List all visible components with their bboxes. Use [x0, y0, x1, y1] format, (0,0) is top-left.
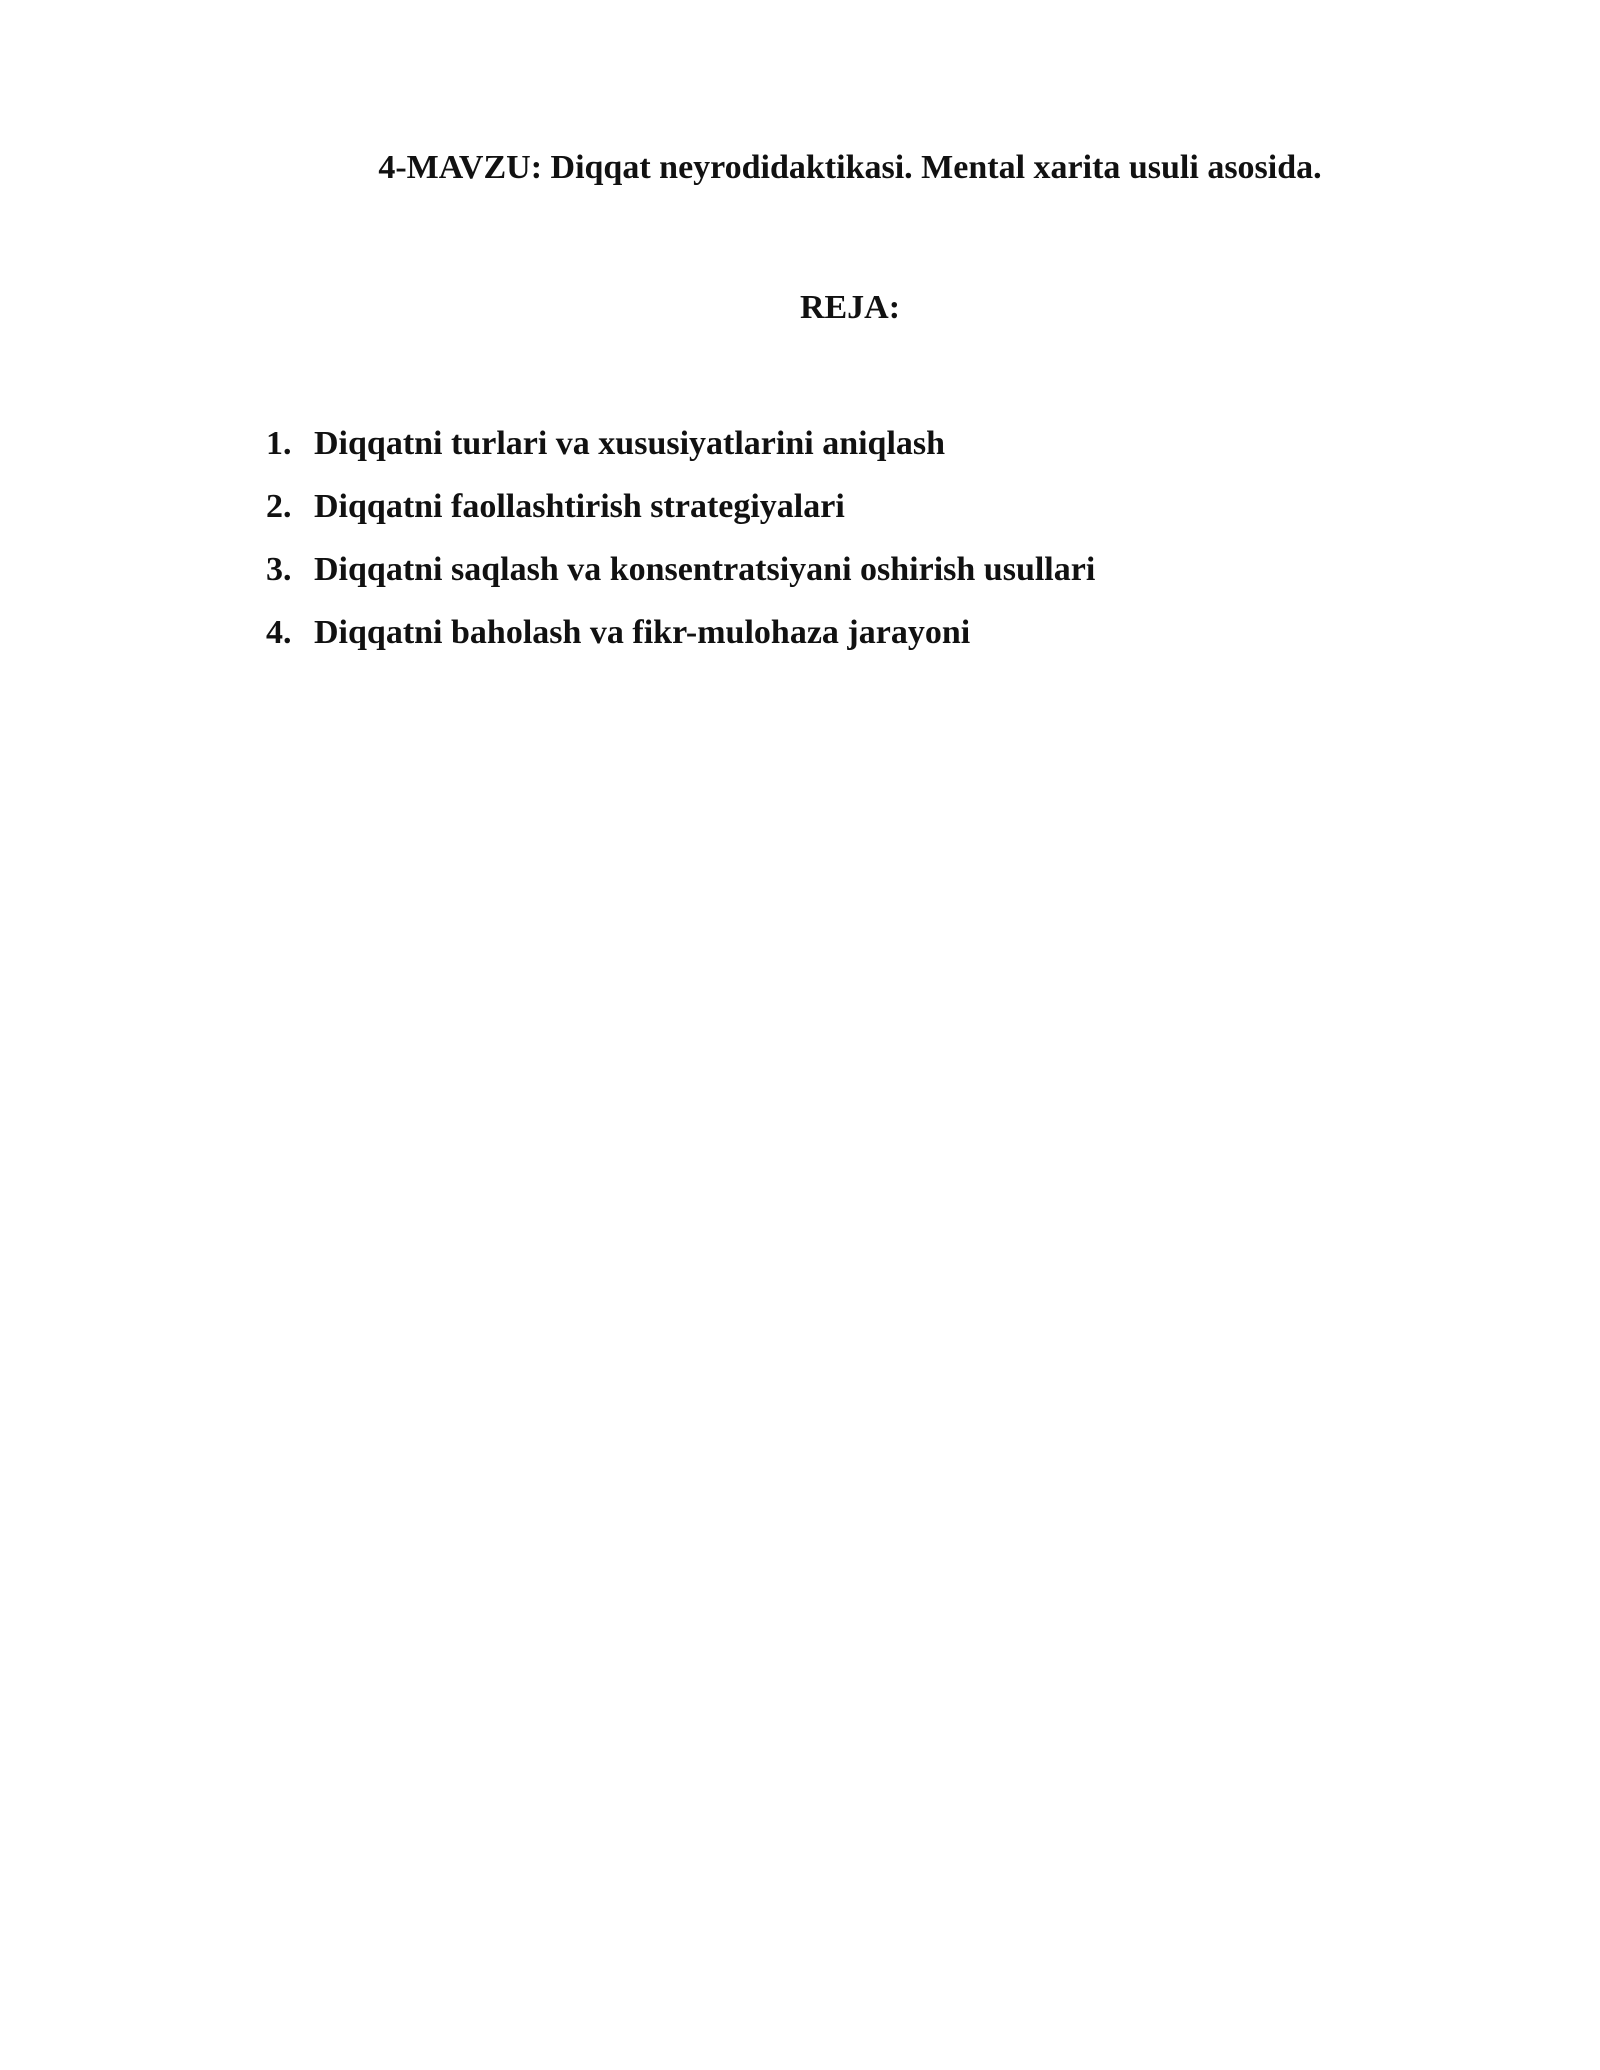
plan-item-text: Diqqatni turlari va xususiyatlarini aniqlash — [314, 425, 946, 462]
plan-item — [266, 485, 1095, 548]
plan-item-number: 1. — [266, 425, 292, 462]
plan-item-text: Diqqatni saqlash va konsentratsiyani oshirish usullari — [314, 551, 1096, 588]
plan-item — [266, 611, 1095, 674]
page-title: 4-MAVZU: Diqqat neyrodidaktikasi. Mental xarita usuli asosida. — [378, 149, 1322, 186]
plan-item-text: Diqqatni faollashtirish strategiyalari — [314, 488, 845, 525]
plan-item — [266, 422, 1095, 485]
plan-item — [266, 548, 1095, 611]
plan-item-text: Diqqatni baholash va fikr-mulohaza jarayoni — [314, 614, 971, 651]
plan-item-number: 4. — [266, 614, 292, 651]
plan-item-number: 3. — [266, 551, 292, 588]
plan-item-number: 2. — [266, 488, 292, 525]
plan-list — [266, 422, 1095, 674]
plan-heading: REJA: — [799, 289, 901, 326]
